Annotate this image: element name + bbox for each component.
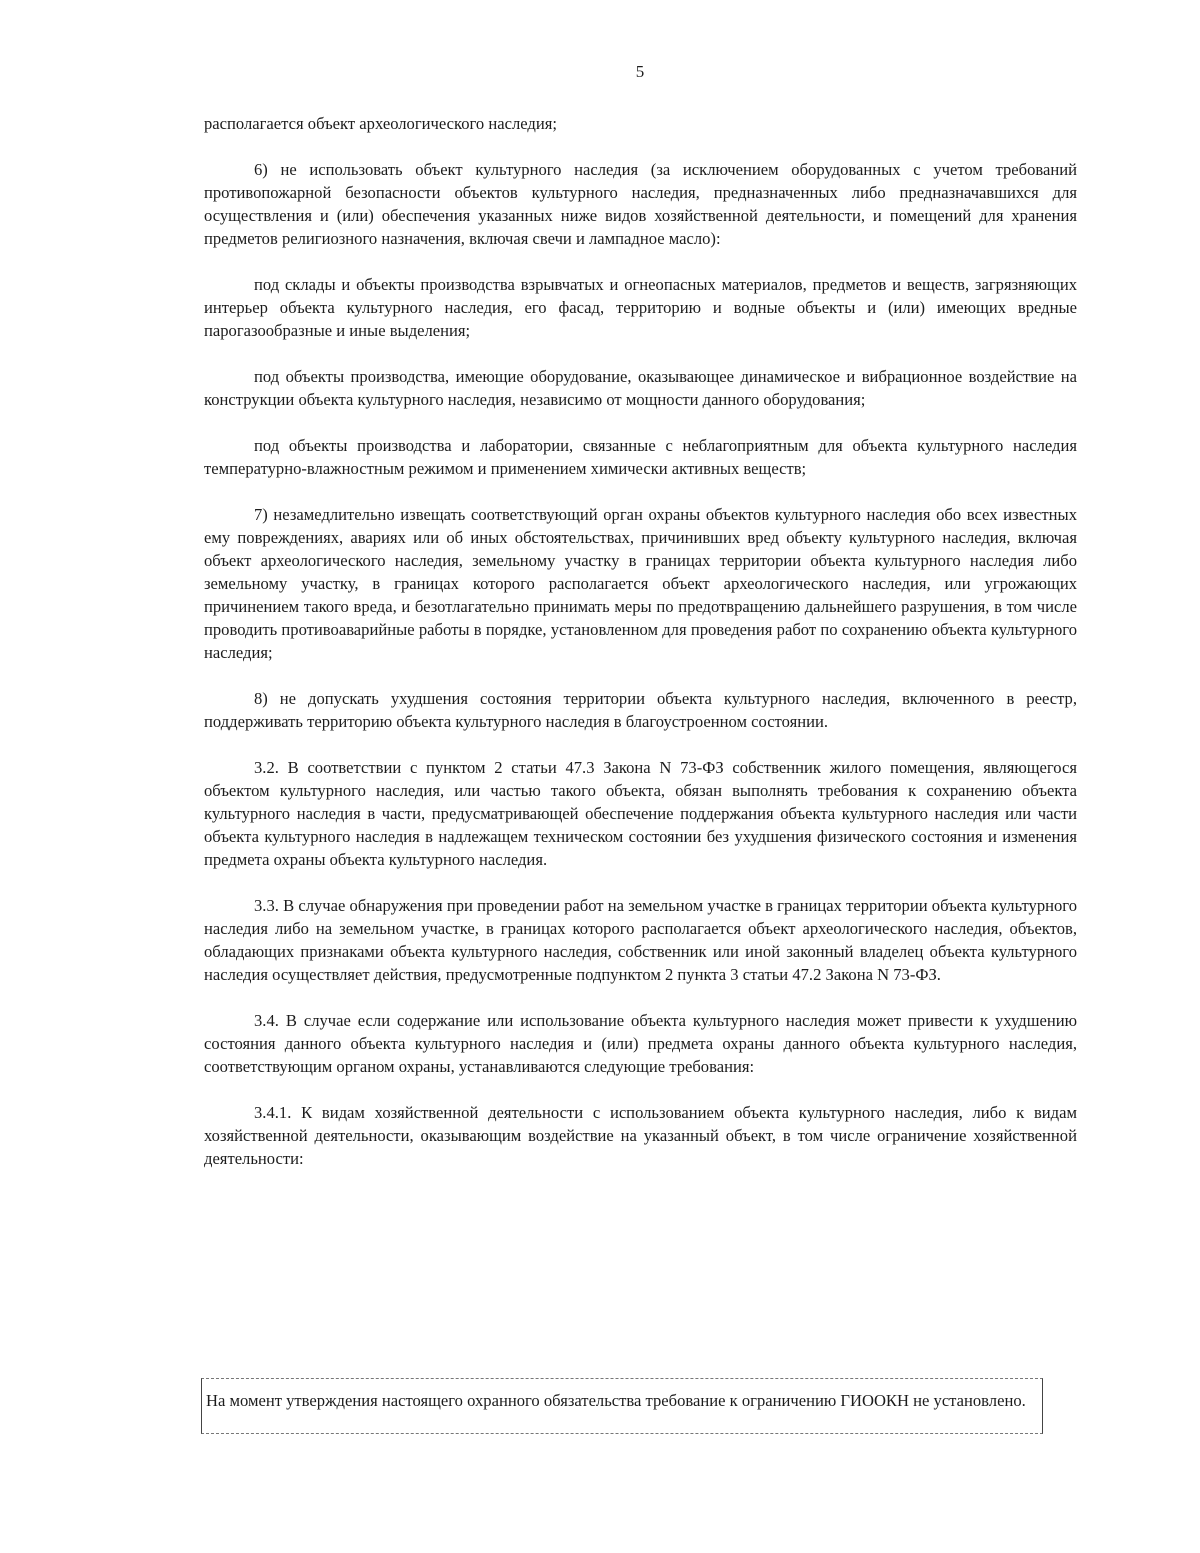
paragraph-continuation: располагается объект археологического наследия; [204, 114, 557, 133]
paragraph-3-4: 3.4. В случае если содержание или использование объекта культурного наследия может привести к ухудшению состояния данного объекта культурного наследия и (или) предмета охраны данного объекта культурного наследия, соответствующим органом охраны, устанавливаются следующие требования: [204, 1011, 1077, 1076]
paragraph-3-4-1: 3.4.1. К видам хозяйственной деятельности с использованием объекта культурного наследия, либо к видам хозяйственной деятельности, оказывающим воздействие на указанный объект, в том числе ограничение хозяйственной деятельности: [204, 1103, 1077, 1168]
paragraph-3-2: 3.2. В соответствии с пунктом 2 статьи 47.3 Закона N 73-ФЗ собственник жилого помещения, являющегося объектом культурного наследия, или частью такого объекта, обязан выполнять требования к сохранению объекта культурного наследия в части, предусматривающей обеспечение поддержания объекта культурного наследия или части объекта культурного наследия в надлежащем техническом состоянии без ухудшения физического состояния и изменения предмета охраны объекта культурного наследия. [204, 758, 1077, 869]
paragraph-item-7: 7) незамедлительно извещать соответствующий орган охраны объектов культурного наследия обо всех известных ему повреждениях, авариях или об иных обстоятельствах, причинивших вред объекту культурного наследия, включая объект археологического наследия, земельному участку в границах территории объекта культурного наследия либо земельному участку, в границах которого располагается объект археологического наследия, или угрожающих причинением такого вреда, и безотлагательно принимать меры по предотвращению дальнейшего разрушения, в том числе проводить противоаварийные работы в порядке, установленном для проведения работ по сохранению объекта культурного наследия; [204, 505, 1077, 662]
paragraph-item-6: 6) не использовать объект культурного наследия (за исключением оборудованных с учетом требований противопожарной безопасности объектов культурного наследия, предназначенных либо предназначавшихся для осуществления и (или) обеспечения указанных ниже видов хозяйственной деятельности, и помещений для хранения предметов религиозного назначения, включая свечи и лампадное масло): [204, 160, 1077, 248]
paragraph-laboratories: под объекты производства и лаборатории, связанные с неблагоприятным для объекта культурного наследия температурно-влажностным режимом и применением химически активных веществ; [204, 436, 1077, 478]
paragraph-warehouses: под склады и объекты производства взрывчатых и огнеопасных материалов, предметов и веществ, загрязняющих интерьер объекта культурного наследия, его фасад, территорию и водные объекты и (или) имеющих вредные парогазообразные и иные выделения; [204, 275, 1077, 340]
document-body [204, 112, 1077, 1193]
paragraph-item-8: 8) не допускать ухудшения состояния территории объекта культурного наследия, включенного в реестр, поддерживать территорию объекта культурного наследия в благоустроенном состоянии. [204, 689, 1077, 731]
paragraph-3-3: 3.3. В случае обнаружения при проведении работ на земельном участке в границах территории объекта культурного наследия либо на земельном участке, в границах которого располагается объект археологического наследия, объектов, обладающих признаками объекта культурного наследия, собственник или иной законный владелец объекта культурного наследия осуществляет действия, предусмотренные подпунктом 2 пункта 3 статьи 47.2 Закона N 73-ФЗ. [204, 896, 1077, 984]
page-number: 5 [635, 62, 645, 81]
paragraph-vibration: под объекты производства, имеющие оборудование, оказывающее динамическое и вибрационное воздействие на конструкции объекта культурного наследия, независимо от мощности данного оборудования; [204, 367, 1077, 409]
notice-box: На момент утверждения настоящего охранного обязательства требование к ограничению ГИООКН не установлено. [201, 1378, 1043, 1434]
